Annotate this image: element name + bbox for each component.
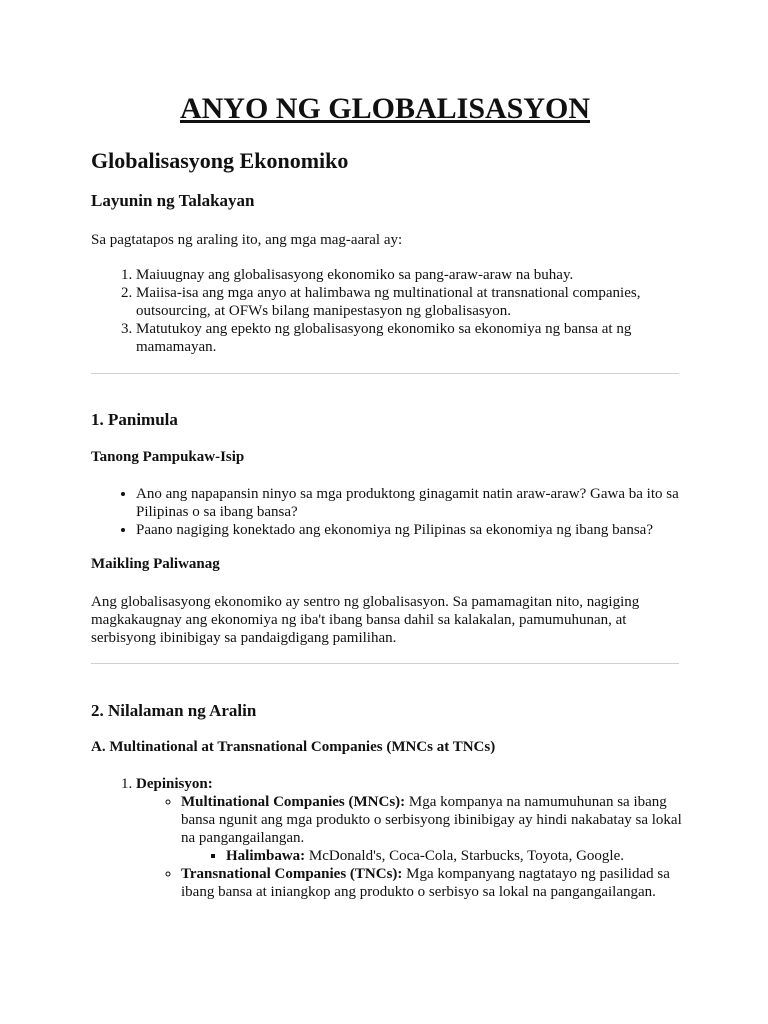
examples-list — [181, 847, 691, 865]
list-item — [136, 775, 691, 901]
tnc-text: Mga kompanyang nagtatayo ng pasilidad sa ibang bansa at iniangkop ang produkto o serbisyo sa lokal na pangangailangan. — [181, 866, 670, 900]
explanation-heading: Maikling Paliwanag — [91, 556, 220, 572]
list-item: 1. Maiuugnay ang globalisasyong ekonomiko sa pang-araw-araw na buhay. — [136, 266, 691, 284]
definition-label: Depinisyon: — [136, 776, 213, 792]
objectives-list — [91, 266, 691, 356]
example-text: McDonald's, Coca-Cola, Starbucks, Toyota, Google. — [305, 848, 624, 864]
questions-heading: Tanong Pampukaw-Isip — [91, 449, 245, 465]
explanation-text: Ang globalisasyong ekonomiko ay sentro ng globalisasyon. Sa pamamagitan nito, nagiging magkakaugnay ang ekonomiya ng iba't ibang bansa dahil sa kalakalan, pamumuhunan, at serbisyong ibinibigay sa pandaigdigang pamilihan. — [91, 594, 640, 646]
divider — [91, 663, 679, 664]
section2-subheading: A. Multinational at Transnational Companies (MNCs at TNCs) — [91, 739, 496, 755]
tnc-label: Transnational Companies (TNCs): — [181, 866, 403, 882]
list-item: • Ano ang napapansin ninyo sa mga produktong ginagamit natin araw-araw? Gawa ba ito sa Pilipinas o sa ibang bansa? — [136, 485, 691, 521]
section2-heading: 2. Nilalaman ng Aralin — [91, 701, 257, 720]
mnc-label: Multinational Companies (MNCs): — [181, 794, 406, 810]
topics-list — [91, 775, 691, 901]
section1-heading: 1. Panimula — [91, 410, 178, 429]
divider — [91, 373, 679, 374]
list-item — [226, 847, 691, 865]
objectives-intro: Sa pagtatapos ng araling ito, ang mga mag-aaral ay: — [91, 232, 403, 248]
objectives-heading: Layunin ng Talakayan — [91, 191, 255, 210]
example-label: Halimbawa: — [226, 848, 306, 864]
questions-list — [91, 485, 691, 539]
definitions-list — [136, 793, 691, 901]
list-item: • Paano nagiging konektado ang ekonomiya ng Pilipinas sa ekonomiya ng ibang bansa? — [136, 521, 691, 539]
document-title: ANYO NG GLOBALISASYON — [179, 92, 591, 125]
list-item: 3. Matutukoy ang epekto ng globalisasyong ekonomiko sa ekonomiya ng bansa at ng mamamayan. — [136, 320, 691, 356]
list-item: 2. Maiisa-isa ang mga anyo at halimbawa ng multinational at transnational companies, outsourcing, at OFWs bilang manipestasyon ng globalisasyon. — [136, 284, 691, 320]
mnc-text: Mga kompanya na namumuhunan sa ibang bansa ngunit ang mga produkto o serbisyong ibinibigay ay hindi nakabatay sa lokal na pangangailangan. — [181, 794, 682, 846]
list-item — [181, 793, 691, 865]
main-heading: Globalisasyong Ekonomiko — [91, 148, 349, 173]
list-item — [181, 865, 691, 901]
